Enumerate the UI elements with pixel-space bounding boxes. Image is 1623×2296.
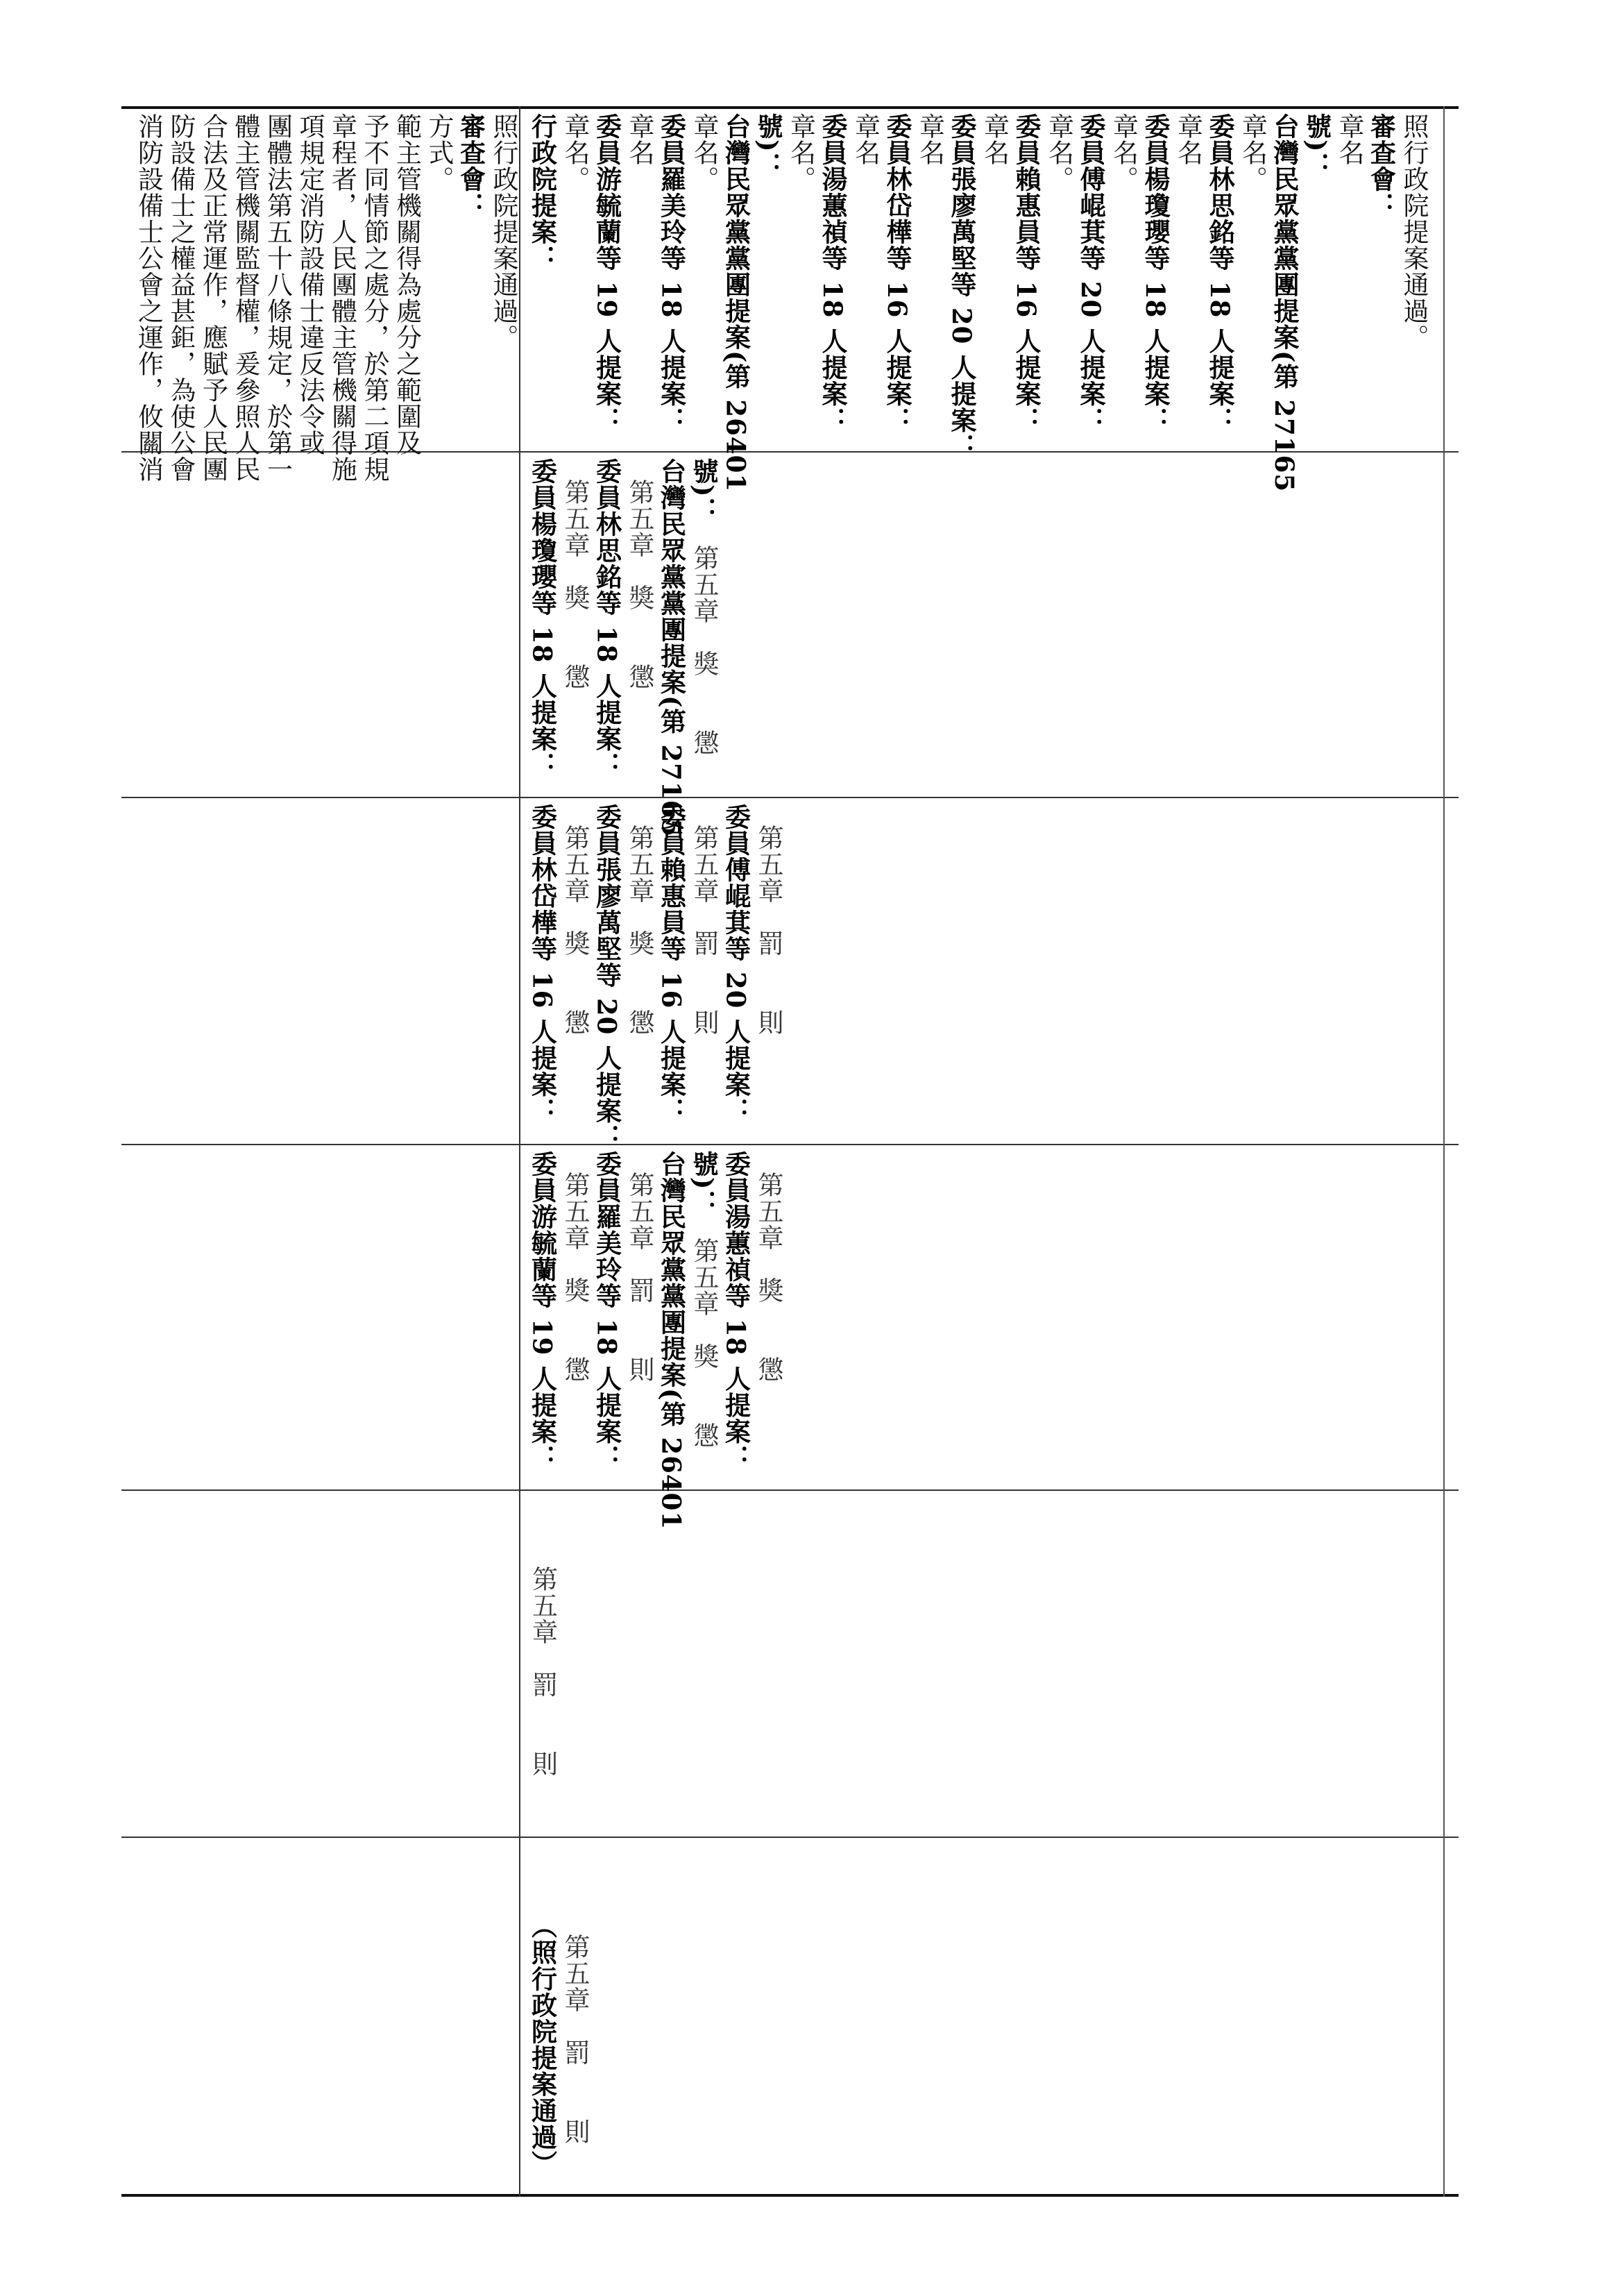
chapter-name-note: 章名 <box>915 113 945 166</box>
explanation-line: 消防設備士公會之運作，攸關消 <box>133 113 164 482</box>
column-divider-right <box>1443 106 1445 2197</box>
proposal-heading: 號)： <box>688 458 719 524</box>
proposal-heading: 委員張廖萬堅等 20 人提案： <box>591 804 622 1151</box>
proposal-heading: 委員湯蕙禎等 18 人提案： <box>817 113 848 434</box>
proposal-heading: 委員賴惠員等 16 人提案： <box>1011 113 1042 434</box>
chapter-name-note: 章名。 <box>689 113 719 192</box>
chapter-title: 第五章 獎 懲 <box>754 1172 783 1383</box>
chapter-title: 第五章 獎 懲 <box>689 1238 719 1449</box>
proposal-heading: 委員游毓蘭等 19 人提案： <box>527 1151 558 1471</box>
proposal-heading: 委員林思銘等 18 人提案： <box>591 458 622 779</box>
explanation-line: 範主管機關得為處分之範圍及 <box>391 113 422 456</box>
proposal-heading: 委員張廖萬堅等 20 人提案： <box>946 113 977 460</box>
proposal-heading: 台灣民眾黨黨團提案(第 26401 <box>720 113 751 493</box>
pass-note: （照行政院提案通過） <box>527 1913 558 2177</box>
proposal-heading: 委員游毓蘭等 19 人提案： <box>591 113 622 434</box>
explanation-line: 章程者，人民團體主管機關得施 <box>327 113 357 482</box>
chapter-name-note: 照行政院提案通過。 <box>1399 113 1429 351</box>
chapter-title: 第五章 罰 則 <box>689 825 719 1036</box>
column-divider <box>519 106 520 2197</box>
row-divider <box>121 1837 1459 1838</box>
row-divider <box>121 797 1459 798</box>
chapter-title: 第五章 獎 懲 <box>624 825 654 1036</box>
chapter-title: 第五章 罰 則 <box>754 825 783 1036</box>
proposal-heading: 號)： <box>688 1151 719 1217</box>
review-text: 照行政院提案通過。 <box>488 113 518 351</box>
chapter-name-note: 章名 <box>850 113 881 166</box>
proposal-heading: 號)： <box>753 113 783 179</box>
proposal-heading: 委員羅美玲等 18 人提案： <box>591 1151 622 1471</box>
chapter-name-note: 章名。 <box>560 113 590 192</box>
proposal-heading: 台灣民眾黨黨團提案(第 27165 <box>656 458 687 838</box>
chapter-name-note: 章名。 <box>785 113 816 192</box>
proposal-heading: 行政院提案： <box>527 113 558 271</box>
explanation-line: 合法及正常運作，應賦予人民團 <box>198 113 228 482</box>
chapter-name-note: 章名 <box>624 113 654 166</box>
chapter-title: 第五章 獎 懲 <box>560 1172 590 1383</box>
chapter-title: 第五章 獎 懲 <box>689 545 719 756</box>
chapter-name-note: 章名 <box>1173 113 1203 166</box>
chapter-title: 第五章 罰 則 <box>527 1566 558 1777</box>
explanation-line: 防設備士之權益甚鉅，為使公會 <box>166 113 196 482</box>
proposal-heading: 委員羅美玲等 18 人提案： <box>656 113 687 434</box>
explanation-line: 項規定消防設備士違反法令或 <box>295 113 325 456</box>
chapter-name-note: 章名 <box>1334 113 1364 166</box>
explanation-line: 團體法第五十八條規定，於第一 <box>262 113 293 482</box>
chapter-title: 第五章 獎 懲 <box>624 479 654 690</box>
proposal-heading: 委員楊瓊瓔等 18 人提案： <box>527 458 558 779</box>
chapter-title: 第五章 獎 懲 <box>560 825 590 1036</box>
chapter-name-note: 章名 <box>979 113 1010 166</box>
proposal-heading: 審查會： <box>1366 113 1397 219</box>
proposal-heading: 委員林岱樺等 16 人提案： <box>527 804 558 1124</box>
explanation-line: 予不同情節之處分，於第二項規 <box>359 113 389 482</box>
proposal-heading: 委員傅崐萁等 20 人提案： <box>1076 113 1106 434</box>
chapter-name-note: 章名。 <box>1237 113 1268 192</box>
proposal-heading: 委員林思銘等 18 人提案： <box>1205 113 1235 434</box>
proposal-heading: 台灣民眾黨黨團提案(第 26401 <box>656 1151 687 1530</box>
explanation-line: 體主管機關監督權，爰參照人民 <box>230 113 260 482</box>
proposal-heading: 委員傅崐萁等 20 人提案： <box>720 804 751 1124</box>
row-divider <box>121 1489 1459 1491</box>
review-label: 審查會： <box>455 113 486 219</box>
proposal-heading: 委員林岱樺等 16 人提案： <box>882 113 912 434</box>
proposal-heading: 委員賴惠員等 16 人提案： <box>656 804 687 1124</box>
row-divider <box>121 1144 1459 1145</box>
proposal-heading: 委員楊瓊瓔等 18 人提案： <box>1140 113 1171 434</box>
chapter-name-note: 章名。 <box>1108 113 1139 192</box>
chapter-title: 第五章 獎 懲 <box>560 479 590 690</box>
proposal-heading: 委員湯蕙禎等 18 人提案： <box>720 1151 751 1471</box>
chapter-title: 第五章 罰 則 <box>624 1172 654 1383</box>
chapter-title: 第五章 罰 則 <box>560 1934 590 2145</box>
proposal-heading: 台灣民眾黨黨團提案(第 27165 <box>1269 113 1300 493</box>
chapter-name-note: 章名。 <box>1044 113 1074 192</box>
proposal-heading: 號)： <box>1301 113 1332 179</box>
explanation-line: 方式。 <box>424 113 454 192</box>
